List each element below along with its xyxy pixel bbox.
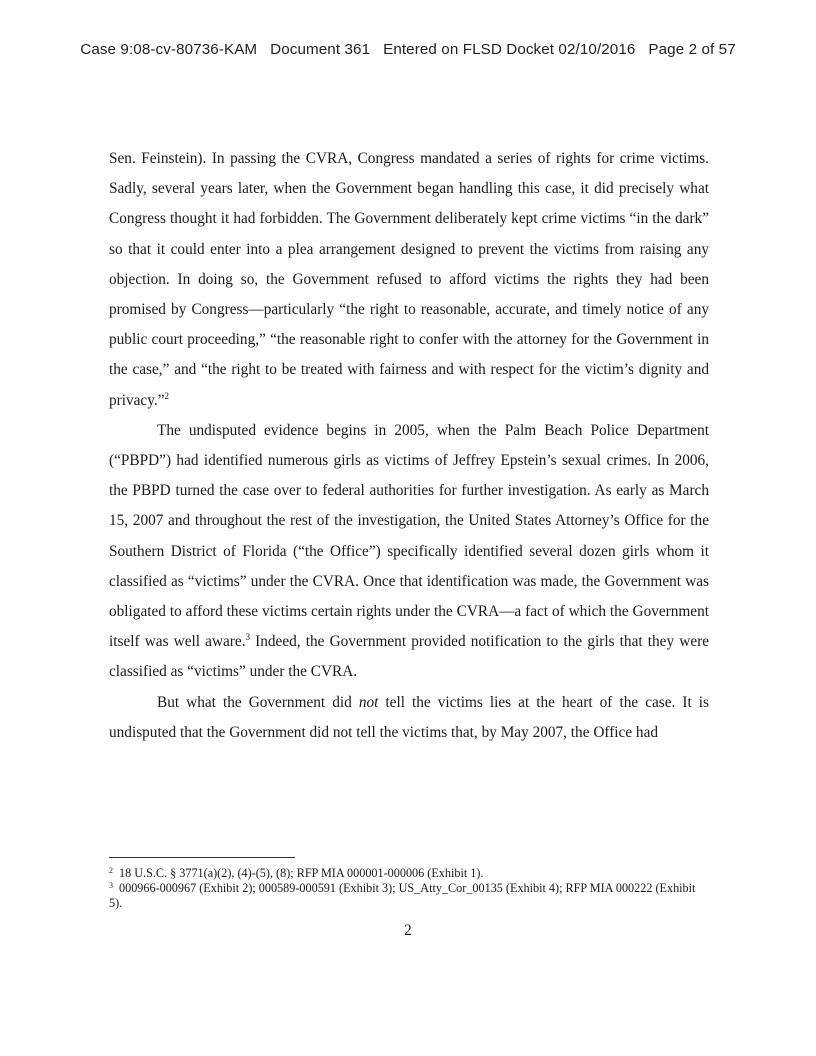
footnote-ref-3[interactable]: 3 — [245, 632, 251, 643]
paragraph-1: Sen. Feinstein). In passing the CVRA, Congress mandated a series of rights for crime victims. Sadly, several years later, when the Government began handling this case, it did precisely what Congress thought it had forbidden. The Government deliberately kept crime victims “in the dark” so that it could enter into a plea arrangement designed to prevent the victims from raising any objection. In doing so, the Government refused to afford victims the rights they had been promised by Congress—particularly “the right to reasonable, accurate, and timely notice of any public court proceeding,” “the reasonable right to confer with the attorney for the Government in the case,” and “the right to be treated with fairness and with respect for the victim’s dignity and privacy.”$^2$ — [109, 150, 709, 409]
footnote-ref-2[interactable]: 2 — [164, 390, 169, 401]
footnote-text: 000966-000967 (Exhibit 2); 000589-000591 (Exhibit 3); US_Atty_Cor_00135 (Exhibit 4); RFP MIA 000222 (Exhibit 5). — [109, 880, 696, 910]
case-header-text: Case 9:08-cv-80736-KAM Document 361 Entered on FLSD Docket 02/10/2016 Page 2 of 57 — [80, 41, 736, 58]
paragraph-2: The undisputed evidence begins in 2005, when the Palm Beach Police Department (“PBPD”) had identified numerous girls as victims of Jeffrey Epstein’s sexual crimes. In 2006, the PBPD turned the case over to federal authorities for further investigation. As early as March 15, 2007 and throughout the rest of the investigation, the United States Attorney’s Office for the Southern District of Florida (“the Office”) specifically identified several dozen girls whom it classified as “victims” under the CVRA. Once that identification was made, the Government was obligated to afford these victims certain rights under the CVRA—a fact of which the Government itself was well aware.$^3$ Indeed, the Government provided notification to the girls that they were classified as “victims” under the CVRA. — [109, 421, 709, 681]
paragraph-3: But what the Government did not tell the victims lies at the heart of the case. It is undisputed that the Government did not tell the victims that, by May 2007, the Office had — [109, 693, 709, 741]
footnote-number: 2 — [109, 866, 113, 875]
emphasis-not: not — [358, 693, 379, 711]
footnote-divider — [109, 857, 295, 858]
footnote-2 — [109, 866, 709, 881]
footnote-text: 18 U.S.C. § 3771(a)(2), (4)-(5), (8); RFP MIA 000001-000006 (Exhibit 1). — [119, 866, 484, 880]
body-text — [109, 144, 709, 748]
footnote-3 — [109, 881, 709, 911]
page-number: 2 — [404, 922, 412, 939]
case-header — [0, 41, 816, 58]
footnote-number: 3 — [109, 880, 113, 890]
footnotes — [109, 866, 709, 910]
